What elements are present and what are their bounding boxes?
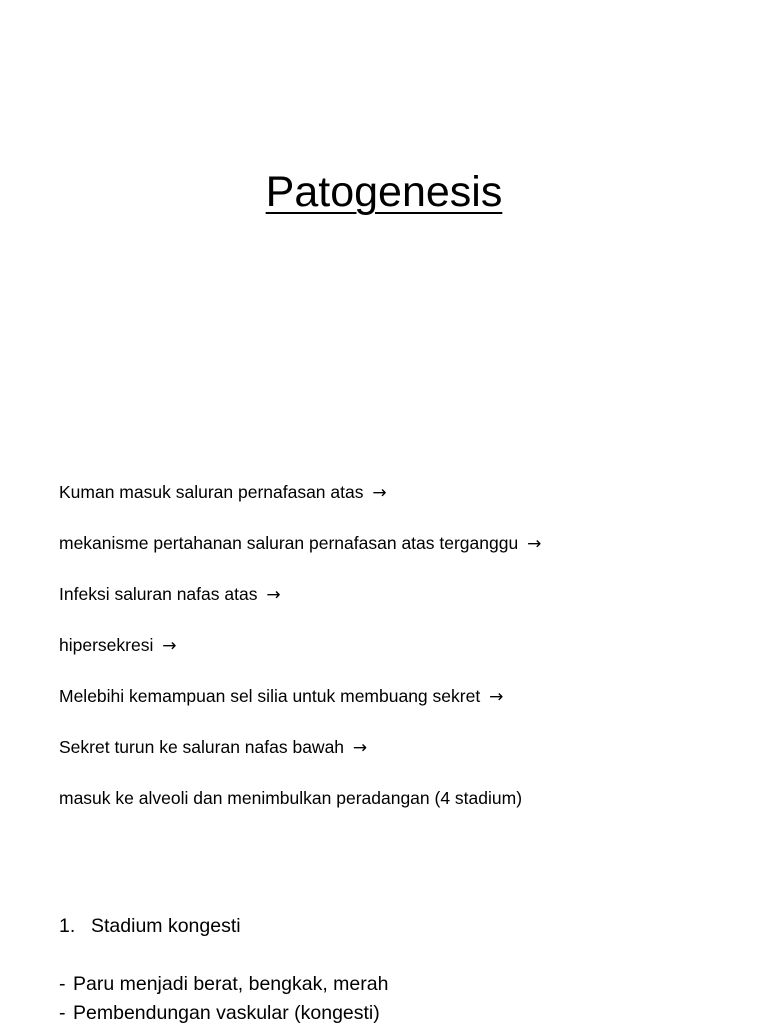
stage-bullets bbox=[59, 970, 388, 1024]
step-text: Sekret turun ke saluran nafas bawah bbox=[59, 737, 345, 757]
stage-label: Stadium kongesti bbox=[91, 915, 241, 937]
arrow-right-icon: → bbox=[162, 636, 177, 656]
step-item bbox=[59, 786, 541, 810]
bullet-text: Pembendungan vaskular (kongesti) bbox=[73, 1002, 380, 1024]
bullet-item bbox=[59, 970, 388, 999]
step-item bbox=[59, 633, 541, 657]
step-text: Infeksi saluran nafas atas bbox=[59, 584, 258, 604]
bullet-text: Paru menjadi berat, bengkak, merah bbox=[73, 973, 389, 995]
step-text: Melebihi kemampuan sel silia untuk membuang sekret bbox=[59, 686, 481, 706]
pathogenesis-steps bbox=[59, 480, 541, 837]
step-text: masuk ke alveoli dan menimbulkan peradangan (4 stadium) bbox=[59, 788, 523, 808]
page-title bbox=[0, 166, 768, 218]
step-text: mekanisme pertahanan saluran pernafasan atas terganggu bbox=[59, 533, 519, 553]
step-item bbox=[59, 735, 541, 759]
arrow-right-icon: → bbox=[352, 738, 368, 758]
step-text: Kuman masuk saluran pernafasan atas bbox=[59, 482, 364, 502]
bullet-item bbox=[59, 999, 388, 1024]
step-item bbox=[59, 531, 541, 555]
page-title-text: Patogenesis bbox=[265, 168, 503, 216]
arrow-right-icon: → bbox=[527, 534, 542, 554]
bullet-dash: - bbox=[59, 1002, 66, 1024]
step-item bbox=[59, 480, 541, 504]
step-item bbox=[59, 684, 541, 708]
step-text: hipersekresi bbox=[59, 635, 154, 655]
arrow-right-icon: → bbox=[372, 483, 387, 503]
stage-section bbox=[59, 912, 388, 1024]
arrow-right-icon: → bbox=[266, 585, 281, 605]
stage-number: 1. bbox=[59, 915, 76, 937]
step-item bbox=[59, 582, 541, 606]
stage-heading bbox=[59, 912, 388, 940]
bullet-dash: - bbox=[59, 973, 66, 995]
arrow-right-icon: → bbox=[489, 687, 504, 707]
